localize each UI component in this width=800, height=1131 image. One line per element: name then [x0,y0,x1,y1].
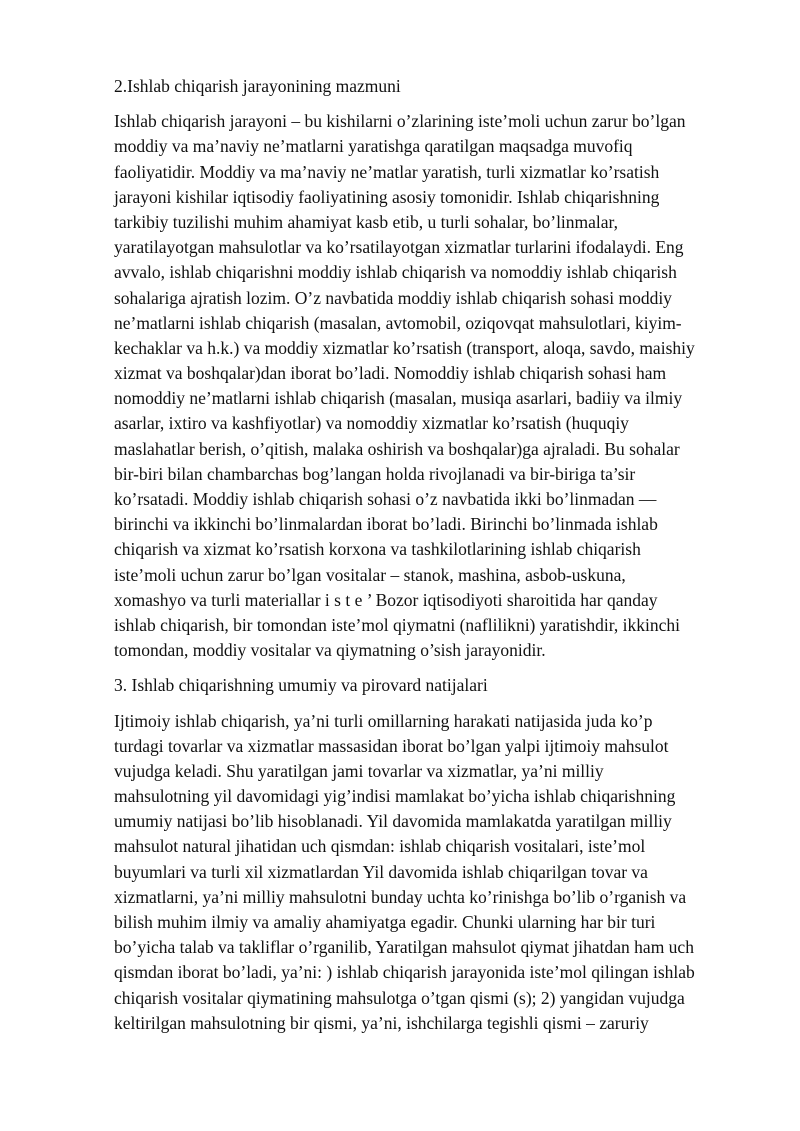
paragraph-line: nomoddiy ne’matlarni ishlab chiqarish (masalan, musiqa asarlari, badiiy va ilmiy [114,388,683,409]
paragraph-line: chiqarish va xizmat ko’rsatish korxona va tashkilotlarining ishlab chiqarish [114,539,641,560]
paragraph-line: mahsulot natural jihatidan uch qismdan: ishlab chiqarish vositalari, iste’mol [114,836,646,857]
paragraph-line: maslahatlar berish, o’qitish, malaka oshirish va boshqalar)ga ajraladi. Bu sohalar [114,438,680,459]
paragraph-line: faoliyatidir. Moddiy va ma’naviy ne’matlar yaratish, turli xizmatlar ko’rsatish [114,161,660,182]
paragraph-line: qismdan iborat bo’ladi, ya’ni: ) ishlab chiqarish jarayonida iste’mol qilingan ishlab [114,962,695,983]
paragraph-line: ko’rsatadi. Moddiy ishlab chiqarish sohasi o’z navbatida ikki bo’linmadan — [114,489,657,509]
paragraph-line: ishlab chiqarish, bir tomondan iste’mol qiymatni (naflilikni) yaratishdir, ikkinchi [114,614,680,635]
paragraph-line: yaratilayotgan mahsulotlar va ko’rsatilayotgan xizmatlar turlarini ifodalaydi. Eng [114,237,684,258]
paragraph-line: avvalo, ishlab chiqarishni moddiy ishlab chiqarish va nomoddiy ishlab chiqarish [114,262,677,283]
document-page [114,74,754,1046]
paragraph-line: moddiy va ma’naviy ne’matlarni yaratishga qaratilgan maqsadga muvofiq [114,136,633,157]
paragraph-line: jarayoni kishilar iqtisodiy faoliyatining asosiy tomonidir. Ishlab chiqarishning [114,186,660,207]
section-3-paragraph [114,709,754,1036]
paragraph-line: keltirilgan mahsulotning bir qismi, ya’ni, ishchilarga tegishli qismi – zaruriy [114,1012,649,1033]
paragraph-line: xizmatlarni, ya’ni milliy mahsulotni bunday uchta ko’rinishga bo’lib o’rganish va [114,886,687,907]
section-2-paragraph [114,109,754,663]
paragraph-line: chiqarish vositalar qiymatining mahsulotga o’tgan qismi (s); 2) yangidan vujudga [114,987,685,1008]
paragraph-line: tomondan, moddiy vositalar va qiymatning o’sish jarayonidir. [114,640,546,661]
section-2-heading: 2.Ishlab chiqarish jarayonining mazmuni [114,76,401,96]
paragraph-line: xomashyo va turli materiallar i s t e ’ Bozor iqtisodiyoti sharoitida har qanday [114,589,658,610]
section-3-heading: 3. Ishlab chiqarishning umumiy va pirovard natijalari [114,675,488,696]
paragraph-line: buyumlari va turli xil xizmatlardan Yil davomida ishlab chiqarilgan tovar va [114,861,648,882]
paragraph-line: iste’moli uchun zarur bo’lgan vositalar – stanok, mashina, asbob-uskuna, [114,564,626,585]
paragraph-line: birinchi va ikkinchi bo’linmalardan iborat bo’ladi. Birinchi bo’linmada ishlab [114,514,658,535]
paragraph-line: kechaklar va h.k.) va moddiy xizmatlar ko’rsatish (transport, aloqa, savdo, maishiy [114,337,695,358]
paragraph-line: ne’matlarni ishlab chiqarish (masalan, avtomobil, oziqovqat mahsulotlari, kiyim- [114,312,682,333]
paragraph-line: turdagi tovarlar va xizmatlar massasidan iborat bo’lgan yalpi ijtimoiy mahsulot [114,735,669,756]
paragraph-line: bilish muhim ilmiy va amaliy ahamiyatga egadir. Chunki ularning har bir turi [114,912,656,932]
paragraph-line: Ijtimoiy ishlab chiqarish, ya’ni turli omillarning harakati natijasida juda ko’p [114,710,653,731]
paragraph-line: bir-biri bilan chambarchas bog’langan holda rivojlanadi va bir-biriga ta’sir [114,463,636,484]
paragraph-line: umumiy natijasi bo’lib hisoblanadi. Yil davomida mamlakatda yaratilgan milliy [114,811,672,832]
paragraph-line: bo’yicha talab va takliflar o’rganilib, Yaratilgan mahsulot qiymat jihatdan ham uch [114,937,694,958]
paragraph-line: mahsulotning yil davomidagi yig’indisi mamlakat bo’yicha ishlab chiqarishning [114,786,676,807]
paragraph-line: Ishlab chiqarish jarayoni – bu kishilarni o’zlarining iste’moli uchun zarur bo’lgan [114,111,686,132]
paragraph-line: asarlar, ixtiro va kashfiyotlar) va nomoddiy xizmatlar ko’rsatish (huquqiy [114,413,629,434]
paragraph-line: tarkibiy tuzilishi muhim ahamiyat kasb etib, u turli sohalar, bo’linmalar, [114,211,619,232]
paragraph-line: xizmat va boshqalar)dan iborat bo’ladi. Nomoddiy ishlab chiqarish sohasi ham [114,363,667,384]
paragraph-line: sohalariga ajratish lozim. O’z navbatida moddiy ishlab chiqarish sohasi moddiy [114,287,672,308]
paragraph-line: vujudga keladi. Shu yaratilgan jami tovarlar va xizmatlar, ya’ni milliy [114,760,604,781]
